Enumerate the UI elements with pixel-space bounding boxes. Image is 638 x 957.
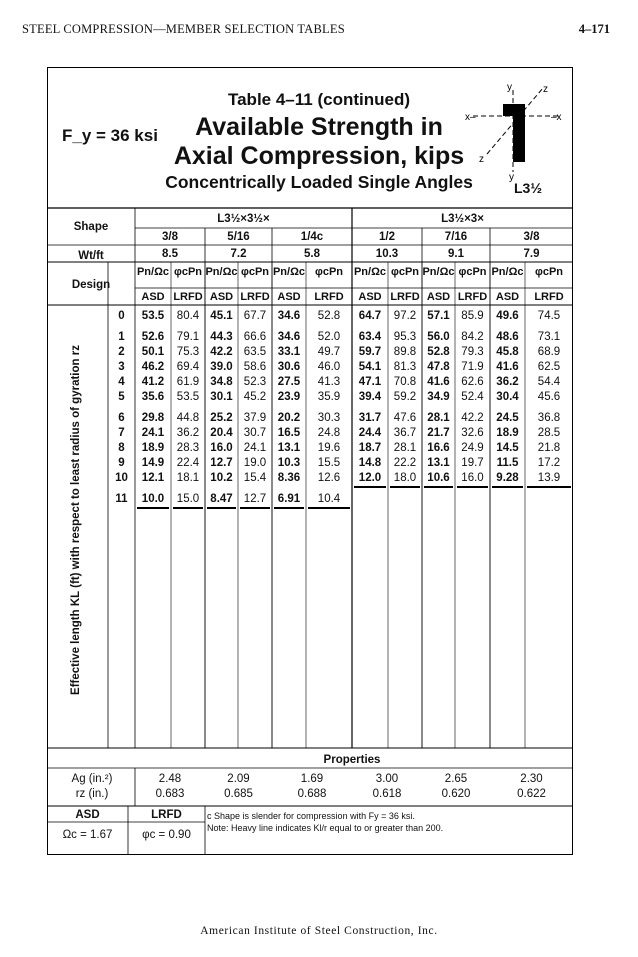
strength-cell: 21.8 (537, 442, 561, 454)
strength-cell: 22.2 (393, 457, 417, 469)
axis-x-right: –x (551, 112, 562, 123)
strength-cell: 18.0 (393, 472, 417, 484)
strength-cell: 30.6 (277, 361, 301, 373)
strength-cell: 24.8 (317, 427, 341, 439)
strength-cell: 16.0 (461, 472, 484, 484)
y-axis-label: Effective length KL (ft) with respect to least radius of gyration rz (70, 345, 82, 695)
strength-cell: 46.2 (141, 361, 165, 373)
strength-cell: 67.7 (243, 310, 267, 322)
strength-cell: 39.4 (358, 391, 382, 403)
strength-cell: 89.8 (393, 346, 417, 358)
strength-cell: 16.0 (210, 442, 233, 454)
yield-stress: F_y = 36 ksi (62, 126, 158, 145)
strength-cell: 41.3 (317, 376, 341, 388)
strength-cell: 28.1 (393, 442, 417, 454)
strength-cell: 45.6 (537, 391, 561, 403)
pn-omega-header: Pn/Ωc (205, 266, 238, 278)
strength-cell: 15.4 (243, 472, 267, 484)
strength-cell: 49.7 (317, 346, 341, 358)
strength-cell: 56.0 (427, 331, 450, 343)
strength-cell: 12.1 (141, 472, 165, 484)
footnote-heavy-line: Note: Heavy line indicates Kl/r equal to or greater than 200. (207, 823, 444, 833)
thickness-header: 5/16 (227, 231, 250, 243)
strength-cell: 52.6 (141, 331, 165, 343)
strength-cell: 52.3 (243, 376, 267, 388)
strength-cell: 59.2 (393, 391, 417, 403)
pn-omega-header: Pn/Ωc (491, 266, 524, 278)
strength-cell: 45.8 (496, 346, 519, 358)
strength-cell: 71.9 (461, 361, 484, 373)
strength-cell: 24.4 (358, 427, 382, 439)
strength-cell: 30.1 (210, 391, 233, 403)
kl-value: 10 (115, 472, 128, 484)
strength-cell: 52.8 (427, 346, 450, 358)
factor-lrfd-header: LRFD (151, 809, 182, 821)
strength-cell: 25.2 (210, 412, 233, 424)
strength-cell: 61.9 (176, 376, 200, 388)
strength-cell: 34.6 (277, 331, 301, 343)
weight-value: 7.2 (230, 248, 247, 260)
ag-value: 1.69 (300, 773, 324, 785)
strength-cell: 70.8 (393, 376, 417, 388)
ag-value: 2.30 (520, 773, 543, 785)
strength-cell: 50.1 (141, 346, 165, 358)
strength-cell: 57.1 (427, 310, 450, 322)
strength-cell: 13.1 (427, 457, 450, 469)
strength-cell: 10.0 (141, 493, 165, 505)
strength-cell: 15.5 (317, 457, 341, 469)
strength-cell: 75.3 (176, 346, 200, 358)
strength-cell: 81.3 (393, 361, 417, 373)
strength-cell: 34.8 (210, 376, 233, 388)
strength-cell: 20.4 (210, 427, 233, 439)
strength-cell: 52.8 (317, 310, 341, 322)
strength-cell: 36.2 (176, 427, 200, 439)
weight-value: 9.1 (448, 248, 464, 260)
thickness-header: 1/4c (300, 231, 324, 243)
strength-cell: 8.36 (277, 472, 301, 484)
strength-cell: 12.6 (317, 472, 341, 484)
asd-header: ASD (495, 291, 520, 303)
strength-cell: 34.9 (427, 391, 450, 403)
rz-label: rz (in.) (75, 788, 109, 800)
kl-value: 11 (115, 493, 128, 505)
rz-value: 0.683 (155, 788, 185, 800)
axis-y-bottom: y (509, 172, 514, 182)
strength-cell: 45.2 (243, 391, 267, 403)
strength-cell: 20.2 (277, 412, 301, 424)
strength-cell: 12.7 (210, 457, 233, 469)
group-shape-label: L3½×3½× (217, 213, 270, 225)
shape-header: Shape (73, 221, 109, 233)
strength-cell: 41.6 (427, 376, 450, 388)
asd-header: ASD (277, 291, 301, 303)
lrfd-header: LRFD (457, 291, 488, 303)
lrfd-header: LRFD (314, 291, 344, 303)
strength-cell: 36.7 (393, 427, 417, 439)
strength-cell: 59.7 (358, 346, 382, 358)
shape-label: L3½ (514, 180, 543, 196)
strength-cell: 10.6 (427, 472, 450, 484)
strength-cell: 68.9 (537, 346, 561, 358)
weight-value: 10.3 (375, 248, 399, 260)
phi-pn-header: φcPn (458, 266, 487, 278)
rz-value: 0.618 (372, 788, 402, 800)
ag-value: 3.00 (375, 773, 399, 785)
page-number: 4–171 (578, 22, 610, 36)
properties-header: Properties (323, 754, 381, 766)
factor-asd-header: ASD (75, 809, 100, 821)
wtft-header: Wt/ft (78, 250, 104, 262)
phi-pn-header: φcPn (390, 266, 420, 278)
axis-x-left: x– (465, 112, 476, 123)
strength-cell: 24.1 (141, 427, 165, 439)
ag-value: 2.48 (158, 773, 182, 785)
strength-cell: 28.5 (537, 427, 561, 439)
omega-value: Ωc = 1.67 (62, 829, 113, 841)
asd-header: ASD (209, 291, 234, 303)
strength-cell: 41.2 (141, 376, 165, 388)
strength-cell: 32.6 (461, 427, 484, 439)
strength-cell: 12.0 (358, 472, 382, 484)
phi-pn-header: φcPn (173, 266, 203, 278)
axis-z-bottom: z (479, 154, 484, 165)
strength-cell: 73.1 (537, 331, 561, 343)
title-line-2: Axial Compression, kips (173, 142, 465, 170)
strength-cell: 84.2 (461, 331, 484, 343)
strength-cell: 48.6 (496, 331, 519, 343)
ag-value: 2.65 (444, 773, 468, 785)
strength-cell: 19.0 (243, 457, 267, 469)
strength-cell: 39.0 (210, 361, 233, 373)
weight-value: 7.9 (523, 248, 540, 260)
strength-cell: 42.2 (461, 412, 484, 424)
strength-cell: 10.3 (277, 457, 301, 469)
strength-cell: 14.5 (496, 442, 519, 454)
lrfd-header: LRFD (240, 291, 270, 303)
strength-cell: 52.0 (317, 331, 341, 343)
strength-cell: 63.5 (243, 346, 267, 358)
strength-cell: 79.3 (461, 346, 484, 358)
strength-cell: 17.2 (537, 457, 561, 469)
strength-cell: 46.0 (317, 361, 341, 373)
strength-cell: 14.8 (358, 457, 382, 469)
strength-cell: 9.28 (496, 472, 519, 484)
strength-cell: 35.6 (141, 391, 165, 403)
strength-cell: 37.9 (243, 412, 267, 424)
ag-value: 2.09 (227, 773, 250, 785)
rz-value: 0.685 (224, 788, 253, 800)
kl-value: 7 (118, 427, 125, 439)
subtitle: Concentrically Loaded Single Angles (165, 172, 473, 192)
strength-cell: 18.1 (176, 472, 200, 484)
strength-cell: 24.5 (496, 412, 519, 424)
phi-value: φc = 0.90 (142, 829, 191, 841)
rz-value: 0.688 (297, 788, 327, 800)
strength-cell: 24.9 (461, 442, 484, 454)
strength-cell: 62.5 (537, 361, 561, 373)
strength-cell: 6.91 (277, 493, 301, 505)
strength-cell: 33.1 (277, 346, 301, 358)
lrfd-header: LRFD (173, 291, 203, 303)
strength-cell: 53.5 (176, 391, 200, 403)
title-line-1: Available Strength in (195, 113, 443, 141)
kl-value: 3 (118, 361, 125, 373)
phi-pn-header: φcPn (314, 266, 344, 278)
strength-cell: 47.8 (427, 361, 450, 373)
pn-omega-header: Pn/Ωc (422, 266, 455, 278)
phi-pn-header: φcPn (534, 266, 564, 278)
strength-cell: 18.9 (141, 442, 165, 454)
design-header: Design (71, 279, 111, 291)
kl-value: 5 (118, 391, 125, 403)
thickness-header: 7/16 (444, 231, 468, 243)
kl-value: 0 (118, 310, 125, 322)
strength-cell: 16.5 (277, 427, 301, 439)
strength-cell: 41.6 (496, 361, 519, 373)
asd-header: ASD (426, 291, 451, 303)
footnote-slender: c Shape is slender for compression with Fy = 36 ksi. (207, 811, 415, 821)
strength-cell: 52.4 (461, 391, 484, 403)
strength-cell: 19.6 (317, 442, 341, 454)
axis-y-top: y (507, 82, 512, 93)
strength-cell: 62.6 (461, 376, 484, 388)
strength-cell: 63.4 (358, 331, 382, 343)
strength-cell: 24.1 (243, 442, 267, 454)
strength-cell: 21.7 (427, 427, 450, 439)
strength-cell: 10.4 (317, 493, 341, 505)
strength-cell: 28.3 (176, 442, 200, 454)
strength-cell: 13.1 (277, 442, 301, 454)
weight-value: 8.5 (162, 248, 178, 260)
strength-cell: 45.1 (210, 310, 233, 322)
strength-cell: 18.9 (496, 427, 519, 439)
strength-cell: 19.7 (461, 457, 484, 469)
ag-label: Ag (in.²) (71, 773, 113, 785)
axis-z-top: z (543, 84, 548, 95)
asd-header: ASD (141, 291, 165, 303)
strength-cell: 47.6 (393, 412, 417, 424)
strength-cell: 27.5 (277, 376, 301, 388)
strength-cell: 28.1 (427, 412, 450, 424)
strength-cell: 11.5 (496, 457, 519, 469)
kl-value: 4 (118, 376, 125, 388)
strength-cell: 16.6 (427, 442, 450, 454)
strength-cell: 44.3 (210, 331, 233, 343)
strength-cell: 22.4 (176, 457, 200, 469)
strength-cell: 74.5 (537, 310, 561, 322)
phi-pn-header: φcPn (240, 266, 270, 278)
kl-value: 9 (118, 457, 125, 469)
lrfd-header: LRFD (390, 291, 420, 303)
strength-cell: 31.7 (358, 412, 382, 424)
rz-value: 0.620 (441, 788, 471, 800)
strength-cell: 95.3 (393, 331, 417, 343)
asd-header: ASD (358, 291, 382, 303)
strength-cell: 15.0 (176, 493, 200, 505)
strength-cell: 54.4 (537, 376, 561, 388)
table-number: Table 4–11 (continued) (227, 90, 410, 109)
strength-cell: 14.9 (141, 457, 165, 469)
group-shape-label: L3½×3× (441, 213, 484, 225)
thickness-header: 1/2 (379, 231, 395, 243)
strength-cell: 36.2 (496, 376, 519, 388)
pn-omega-header: Pn/Ωc (272, 266, 306, 278)
strength-cell: 80.4 (176, 310, 200, 322)
strength-cell: 66.6 (243, 331, 267, 343)
kl-value: 2 (118, 346, 125, 358)
lrfd-header: LRFD (534, 291, 564, 303)
strength-cell: 54.1 (358, 361, 382, 373)
thickness-header: 3/8 (523, 231, 540, 243)
running-header: STEEL COMPRESSION—MEMBER SELECTION TABLES (22, 22, 345, 36)
strength-cell: 30.3 (317, 412, 341, 424)
strength-cell: 36.8 (537, 412, 561, 424)
strength-cell: 34.6 (277, 310, 301, 322)
strength-cell: 18.7 (358, 442, 382, 454)
kl-value: 6 (118, 412, 125, 424)
strength-cell: 8.47 (210, 493, 233, 505)
strength-cell: 30.4 (496, 391, 519, 403)
strength-cell: 30.7 (243, 427, 267, 439)
strength-cell: 49.6 (496, 310, 519, 322)
thickness-header: 3/8 (162, 231, 178, 243)
kl-value: 1 (118, 331, 125, 343)
strength-cell: 53.5 (141, 310, 165, 322)
strength-cell: 42.2 (210, 346, 233, 358)
strength-cell: 64.7 (358, 310, 382, 322)
strength-cell: 29.8 (141, 412, 165, 424)
strength-cell: 10.2 (210, 472, 233, 484)
strength-cell: 69.4 (176, 361, 200, 373)
strength-cell: 12.7 (243, 493, 267, 505)
strength-cell: 85.9 (461, 310, 484, 322)
strength-cell: 58.6 (243, 361, 267, 373)
publisher-footer: American Institute of Steel Construction, Inc. (200, 925, 438, 937)
strength-cell: 23.9 (277, 391, 301, 403)
strength-cell: 97.2 (393, 310, 417, 322)
pn-omega-header: Pn/Ωc (136, 266, 170, 278)
strength-cell: 47.1 (358, 376, 382, 388)
kl-value: 8 (118, 442, 125, 454)
strength-cell: 44.8 (176, 412, 200, 424)
strength-cell: 35.9 (317, 391, 341, 403)
strength-cell: 13.9 (537, 472, 561, 484)
strength-cell: 79.1 (176, 331, 200, 343)
rz-value: 0.622 (517, 788, 546, 800)
pn-omega-header: Pn/Ωc (353, 266, 387, 278)
weight-value: 5.8 (304, 248, 320, 260)
